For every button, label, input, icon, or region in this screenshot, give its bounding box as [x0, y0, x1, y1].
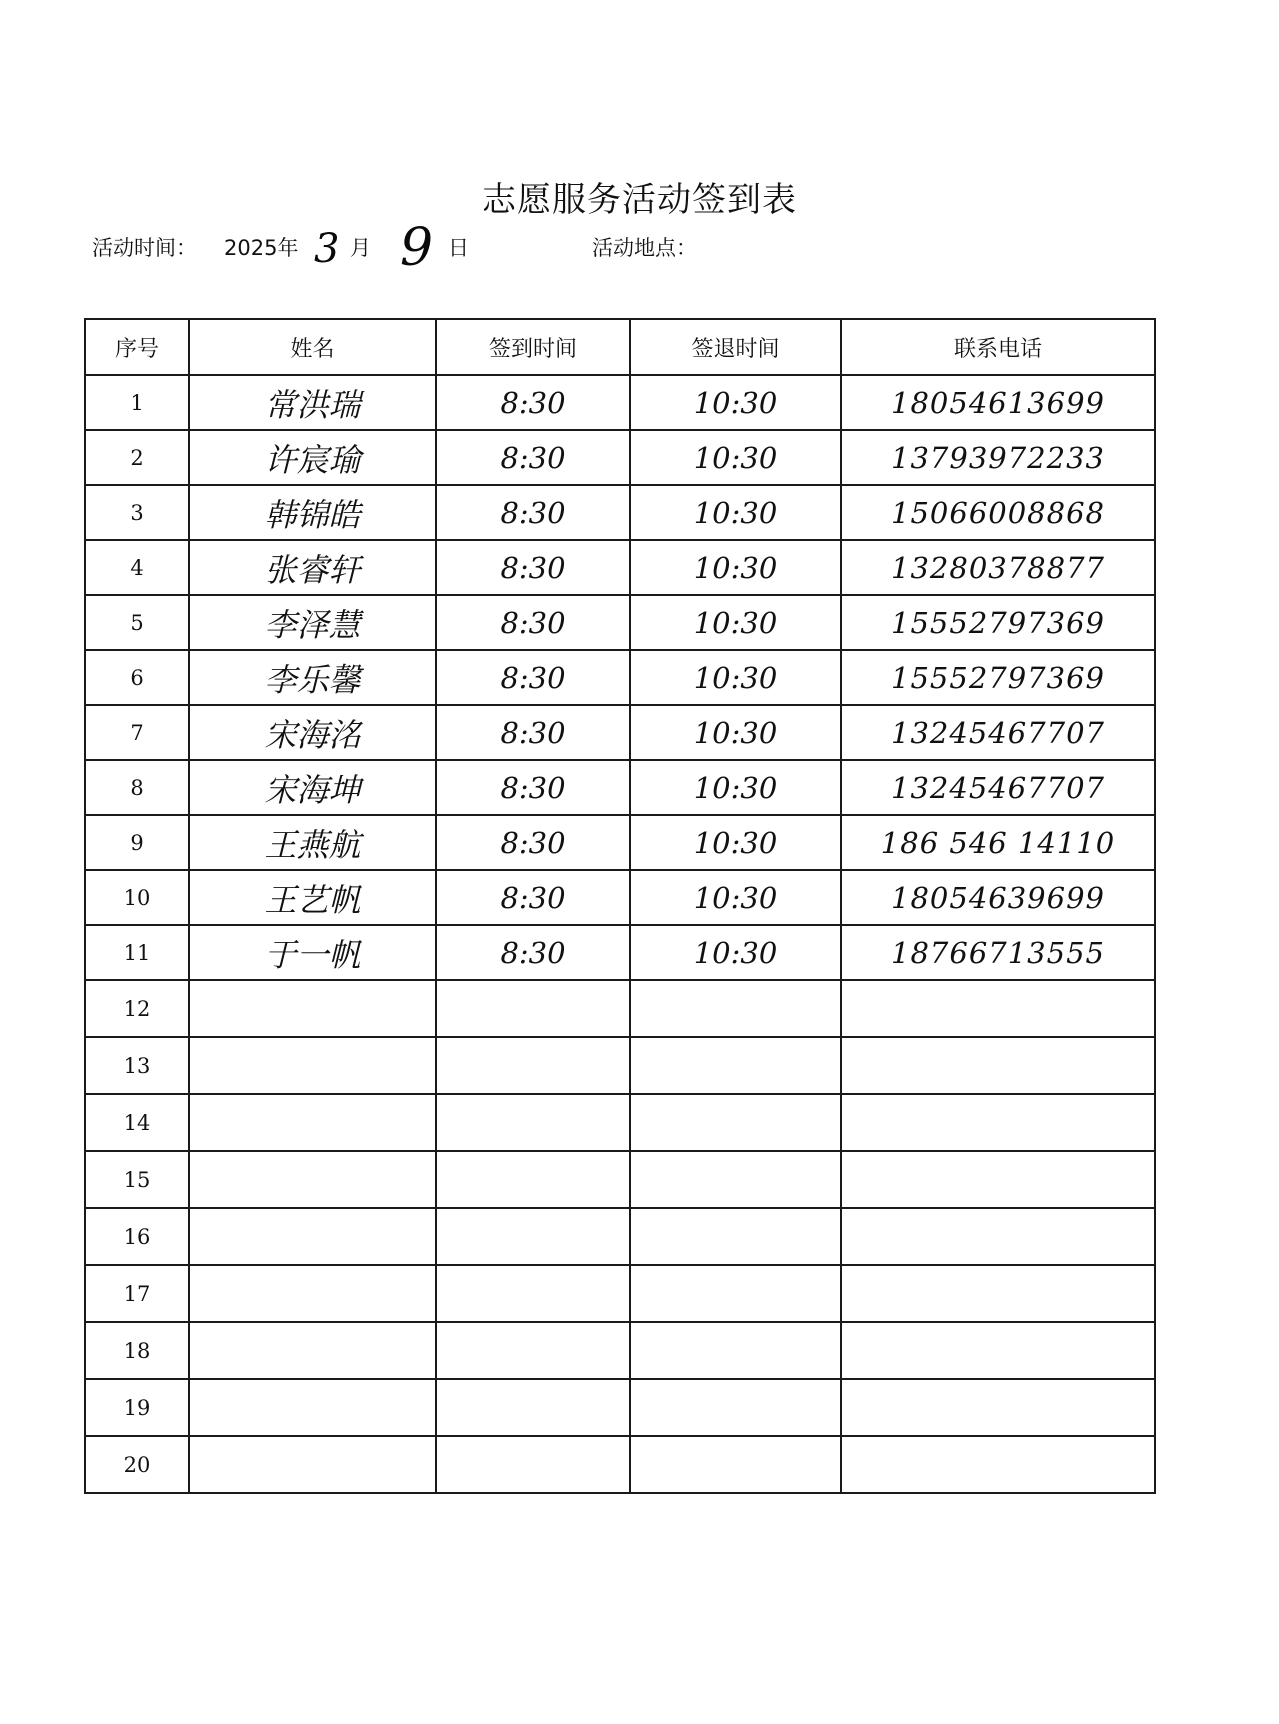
row-check-out: 10:30 — [630, 540, 841, 595]
table-row — [85, 1094, 1155, 1151]
row-seq: 13 — [85, 1037, 189, 1094]
row-name — [189, 1151, 436, 1208]
row-check-out: 10:30 — [630, 705, 841, 760]
sign-in-table — [84, 318, 1156, 1494]
table-row — [85, 925, 1155, 980]
table-row — [85, 870, 1155, 925]
table-row — [85, 650, 1155, 705]
row-phone — [841, 1037, 1155, 1094]
row-phone — [841, 1094, 1155, 1151]
row-name — [189, 1094, 436, 1151]
row-check-in: 8:30 — [436, 925, 630, 980]
row-phone — [841, 1208, 1155, 1265]
row-phone: 186 546 14110 — [841, 815, 1155, 870]
table-row — [85, 760, 1155, 815]
row-check-out: 10:30 — [630, 870, 841, 925]
row-seq: 1 — [85, 375, 189, 430]
row-check-out — [630, 1208, 841, 1265]
row-check-in — [436, 1322, 630, 1379]
row-phone — [841, 1436, 1155, 1493]
row-check-out — [630, 1265, 841, 1322]
row-phone: 18054613699 — [841, 375, 1155, 430]
header-name: 姓名 — [189, 319, 436, 375]
row-check-out: 10:30 — [630, 430, 841, 485]
row-check-in: 8:30 — [436, 705, 630, 760]
row-phone: 13245467707 — [841, 705, 1155, 760]
row-name: 张睿轩 — [189, 540, 436, 595]
row-check-out: 10:30 — [630, 925, 841, 980]
row-name: 韩锦皓 — [189, 485, 436, 540]
activity-meta — [92, 218, 1192, 292]
row-seq: 14 — [85, 1094, 189, 1151]
row-seq: 20 — [85, 1436, 189, 1493]
row-check-out: 10:30 — [630, 595, 841, 650]
row-name — [189, 1436, 436, 1493]
row-phone — [841, 1379, 1155, 1436]
row-check-in: 8:30 — [436, 485, 630, 540]
row-seq: 18 — [85, 1322, 189, 1379]
row-check-in: 8:30 — [436, 430, 630, 485]
row-name — [189, 1265, 436, 1322]
row-seq: 7 — [85, 705, 189, 760]
row-phone — [841, 1322, 1155, 1379]
header-seq: 序号 — [85, 319, 189, 375]
row-check-out: 10:30 — [630, 375, 841, 430]
table-row — [85, 540, 1155, 595]
row-phone — [841, 980, 1155, 1037]
activity-day-label: 日 — [448, 236, 469, 260]
row-phone — [841, 1151, 1155, 1208]
row-phone: 18766713555 — [841, 925, 1155, 980]
row-check-in: 8:30 — [436, 540, 630, 595]
table-row — [85, 375, 1155, 430]
row-name: 王艺帆 — [189, 870, 436, 925]
row-check-out: 10:30 — [630, 815, 841, 870]
row-phone: 15552797369 — [841, 650, 1155, 705]
row-name — [189, 1379, 436, 1436]
table-row — [85, 815, 1155, 870]
row-check-out — [630, 1037, 841, 1094]
activity-year: 2025年 — [224, 236, 299, 260]
row-seq: 6 — [85, 650, 189, 705]
activity-month-value: 3 — [314, 226, 340, 272]
row-check-in — [436, 1037, 630, 1094]
table-header-row — [85, 319, 1155, 375]
row-seq: 11 — [85, 925, 189, 980]
page-title: 志愿服务活动签到表 — [482, 180, 797, 220]
table-row — [85, 705, 1155, 760]
row-name: 宋海洺 — [189, 705, 436, 760]
row-name — [189, 1208, 436, 1265]
row-seq: 16 — [85, 1208, 189, 1265]
row-check-out: 10:30 — [630, 650, 841, 705]
row-check-in: 8:30 — [436, 375, 630, 430]
table-row — [85, 1436, 1155, 1493]
row-name — [189, 1322, 436, 1379]
row-name: 于一帆 — [189, 925, 436, 980]
row-phone: 13280378877 — [841, 540, 1155, 595]
row-check-in: 8:30 — [436, 870, 630, 925]
row-phone: 13245467707 — [841, 760, 1155, 815]
table-row — [85, 1208, 1155, 1265]
row-check-out — [630, 1379, 841, 1436]
row-phone: 15552797369 — [841, 595, 1155, 650]
row-phone — [841, 1265, 1155, 1322]
row-check-out: 10:30 — [630, 485, 841, 540]
row-seq: 10 — [85, 870, 189, 925]
table-row — [85, 980, 1155, 1037]
row-check-out — [630, 1094, 841, 1151]
table-row — [85, 1265, 1155, 1322]
row-seq: 2 — [85, 430, 189, 485]
row-name: 许宸瑜 — [189, 430, 436, 485]
activity-day-value: 9 — [400, 218, 434, 278]
row-check-in — [436, 1094, 630, 1151]
row-name — [189, 1037, 436, 1094]
row-check-in — [436, 1151, 630, 1208]
activity-month-label: 月 — [350, 236, 371, 260]
row-check-in: 8:30 — [436, 595, 630, 650]
activity-place-label: 活动地点： — [592, 236, 697, 260]
row-check-in: 8:30 — [436, 815, 630, 870]
row-check-out — [630, 1436, 841, 1493]
row-name: 李泽慧 — [189, 595, 436, 650]
row-check-in: 8:30 — [436, 650, 630, 705]
row-seq: 9 — [85, 815, 189, 870]
row-seq: 4 — [85, 540, 189, 595]
row-seq: 12 — [85, 980, 189, 1037]
row-seq: 3 — [85, 485, 189, 540]
table-row — [85, 1151, 1155, 1208]
table-row — [85, 595, 1155, 650]
row-seq: 8 — [85, 760, 189, 815]
row-check-in — [436, 1436, 630, 1493]
row-check-in: 8:30 — [436, 760, 630, 815]
table-row — [85, 430, 1155, 485]
table-row — [85, 1379, 1155, 1436]
table-row — [85, 485, 1155, 540]
row-check-out — [630, 1151, 841, 1208]
row-phone: 18054639699 — [841, 870, 1155, 925]
header-check-out: 签退时间 — [630, 319, 841, 375]
activity-time-label: 活动时间： — [92, 236, 197, 260]
row-phone: 15066008868 — [841, 485, 1155, 540]
row-name: 王燕航 — [189, 815, 436, 870]
row-check-out — [630, 1322, 841, 1379]
row-seq: 17 — [85, 1265, 189, 1322]
row-check-out — [630, 980, 841, 1037]
row-phone: 13793972233 — [841, 430, 1155, 485]
row-name: 宋海坤 — [189, 760, 436, 815]
header-phone: 联系电话 — [841, 319, 1155, 375]
table-row — [85, 1037, 1155, 1094]
row-name — [189, 980, 436, 1037]
row-seq: 15 — [85, 1151, 189, 1208]
table-row — [85, 1322, 1155, 1379]
table-body — [85, 375, 1155, 1493]
row-check-in — [436, 980, 630, 1037]
row-seq: 19 — [85, 1379, 189, 1436]
row-check-in — [436, 1265, 630, 1322]
row-check-in — [436, 1208, 630, 1265]
row-check-out: 10:30 — [630, 760, 841, 815]
row-check-in — [436, 1379, 630, 1436]
header-check-in: 签到时间 — [436, 319, 630, 375]
row-seq: 5 — [85, 595, 189, 650]
row-name: 常洪瑞 — [189, 375, 436, 430]
row-name: 李乐馨 — [189, 650, 436, 705]
